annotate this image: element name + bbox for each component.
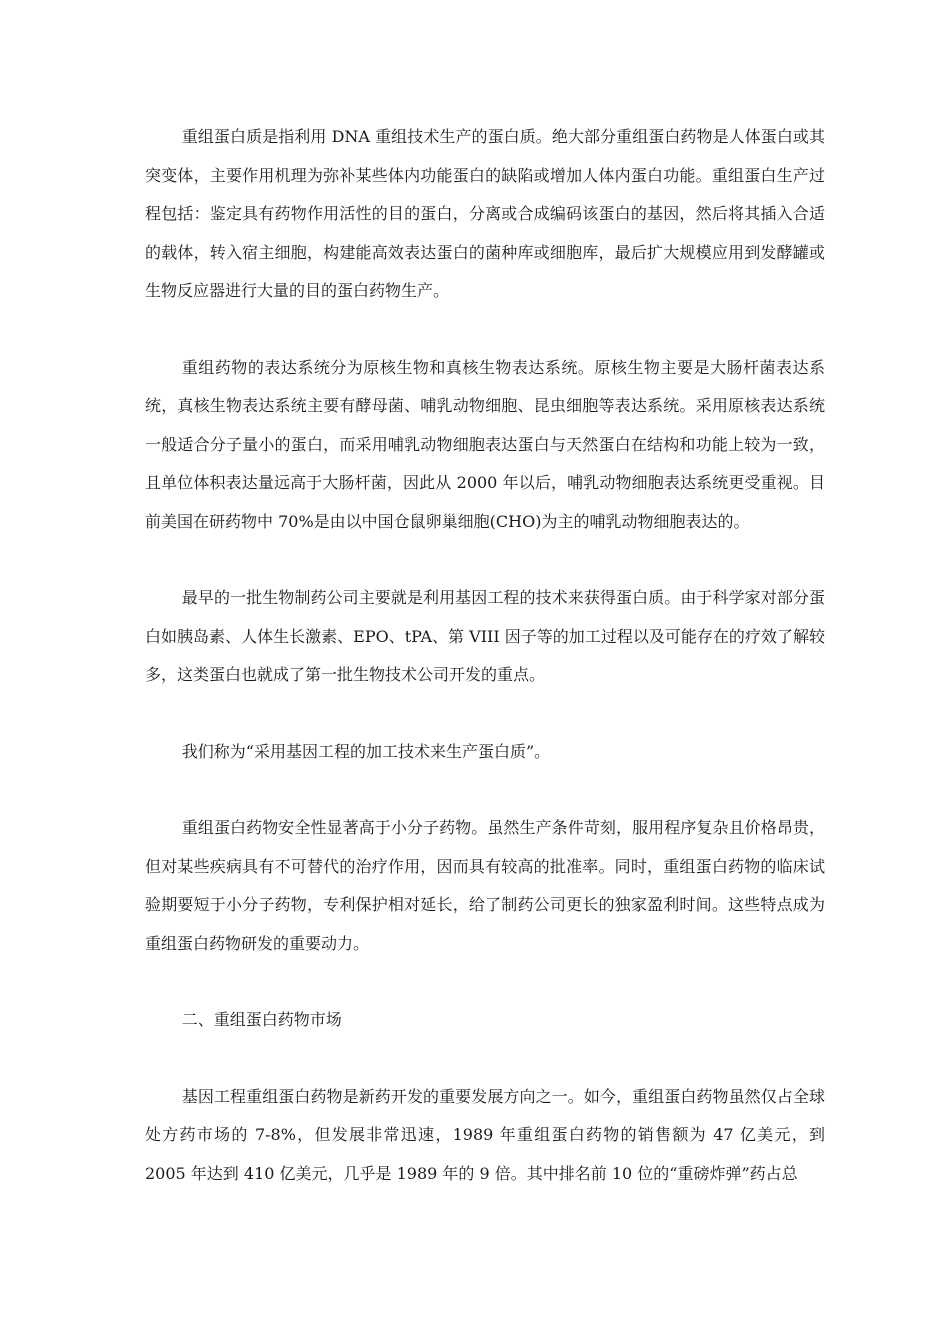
paragraph-early-biotech-companies: 最早的一批生物制药公司主要就是利用基因工程的技术来获得蛋白质。由于科学家对部分蛋白如胰岛素、人体生长激素、EPO、tPA、第 VIII 因子等的加工过程以及可能存在的疗效了解较多，这类蛋白也就成了第一批生物技术公司开发的重点。 [145, 588, 825, 684]
paragraph-recombinant-protein-definition: 重组蛋白质是指利用 DNA 重组技术生产的蛋白质。绝大部分重组蛋白药物是人体蛋白或其突变体，主要作用机理为弥补某些体内功能蛋白的缺陷或增加人体内蛋白功能。重组蛋白生产过程包括：鉴定具有药物作用活性的目的蛋白，分离或合成编码该蛋白的基因，然后将其插入合适的载体，转入宿主细胞，构建能高效表达蛋白的菌种库或细胞库，最后扩大规模应用到发酵罐或生物反应器进行大量的目的蛋白药物生产。 [145, 127, 825, 300]
document-page [145, 118, 825, 1193]
paragraph-expression-systems: 重组药物的表达系统分为原核生物和真核生物表达系统。原核生物主要是大肠杆菌表达系统，真核生物表达系统主要有酵母菌、哺乳动物细胞、昆虫细胞等表达系统。采用原核表达系统一般适合分子量小的蛋白，而采用哺乳动物细胞表达蛋白与天然蛋白在结构和功能上较为一致，且单位体积表达量远高于大肠杆菌，因此从 2000 年以后，哺乳动物细胞表达系统更受重视。目前美国在研药物中 70%是由以中国仓鼠卵巢细胞(CHO)为主的哺乳动物细胞表达的。 [145, 357, 825, 531]
paragraph-spacer [145, 963, 825, 1001]
paragraph-spacer [145, 311, 825, 349]
paragraph-spacer [145, 1040, 825, 1078]
paragraph-market-overview: 基因工程重组蛋白药物是新药开发的重要发展方向之一。如今，重组蛋白药物虽然仅占全球处方药市场的 7-8%，但发展非常迅速，1989 年重组蛋白药物的销售额为 47 亿美元，到 2005 年达到 410 亿美元，几乎是 1989 年的 9 倍。其中排名前 10 位的“重磅炸弹”药占总 [145, 1086, 825, 1183]
section-heading-market: 二、重组蛋白药物市场 [181, 1010, 342, 1029]
paragraph-spacer [145, 541, 825, 579]
paragraph-spacer [145, 695, 825, 733]
paragraph-genetic-engineering-quote: 我们称为“采用基因工程的加工技术来生产蛋白质”。 [181, 741, 551, 761]
paragraph-safety-advantages: 重组蛋白药物安全性显著高于小分子药物。虽然生产条件苛刻，服用程序复杂且价格昂贵，但对某些疾病具有不可替代的治疗作用，因而具有较高的批准率。同时，重组蛋白药物的临床试验期要短于小分子药物，专利保护相对延长，给了制药公司更长的独家盈利时间。这些特点成为重组蛋白药物研发的重要动力。 [145, 818, 825, 953]
paragraph-spacer [145, 771, 825, 809]
